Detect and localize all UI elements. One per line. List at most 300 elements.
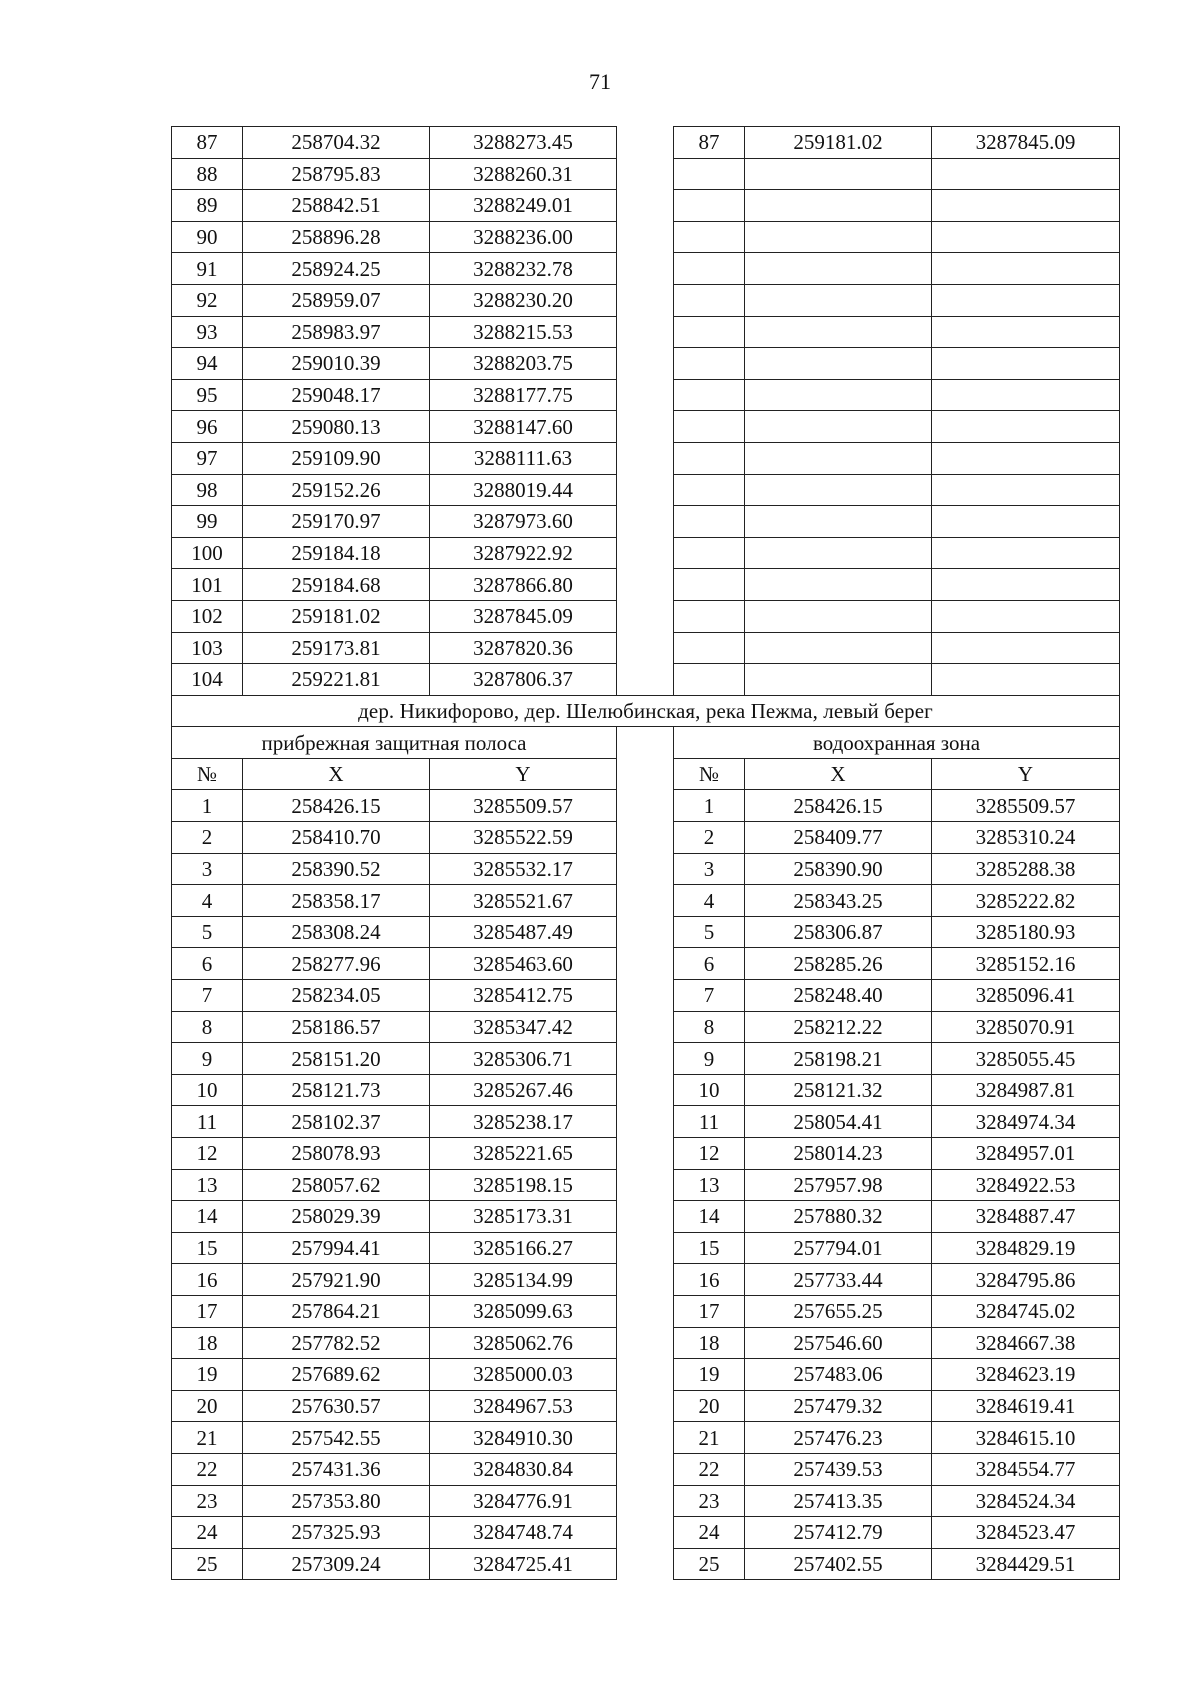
col-header-number-right: № [674,758,745,790]
y-coordinate-right [932,316,1120,348]
y-coordinate-right: 3284523.47 [932,1517,1120,1549]
column-gap [617,284,674,316]
point-number-right: 20 [674,1390,745,1422]
point-number-right [674,474,745,506]
coastal-strip-header: прибрежная защитная полоса [172,727,617,759]
x-coordinate: 258410.70 [243,822,430,854]
y-coordinate-right [932,474,1120,506]
point-number-right [674,569,745,601]
y-coordinate-right: 3284887.47 [932,1201,1120,1233]
x-coordinate-right: 258343.25 [745,885,932,917]
x-coordinate-right: 258306.87 [745,916,932,948]
y-coordinate-right: 3284922.53 [932,1169,1120,1201]
y-coordinate-right [932,221,1120,253]
table-row [172,1232,1120,1264]
y-coordinate: 3285000.03 [430,1359,617,1391]
x-coordinate: 259173.81 [243,632,430,664]
table-row [172,316,1120,348]
y-coordinate: 3285166.27 [430,1232,617,1264]
y-coordinate-right [932,253,1120,285]
zone-header-row [172,727,1120,759]
table-row [172,664,1120,696]
y-coordinate: 3285412.75 [430,980,617,1012]
y-coordinate: 3287866.80 [430,569,617,601]
column-gap [617,1485,674,1517]
column-gap [617,632,674,664]
x-coordinate: 257994.41 [243,1232,430,1264]
x-coordinate: 259152.26 [243,474,430,506]
x-coordinate-right: 258390.90 [745,853,932,885]
point-number-right: 87 [674,127,745,159]
x-coordinate: 257542.55 [243,1422,430,1454]
x-coordinate-right: 258121.32 [745,1074,932,1106]
y-coordinate-right [932,632,1120,664]
x-coordinate-right [745,221,932,253]
x-coordinate: 258842.51 [243,190,430,222]
point-number: 6 [172,948,243,980]
table-row [172,1074,1120,1106]
y-coordinate-right: 3284667.38 [932,1327,1120,1359]
x-coordinate-right [745,253,932,285]
column-gap [617,1106,674,1138]
table-row [172,253,1120,285]
y-coordinate-right [932,506,1120,538]
x-coordinate-right [745,411,932,443]
column-gap [617,537,674,569]
point-number-right: 13 [674,1169,745,1201]
point-number: 3 [172,853,243,885]
point-number: 16 [172,1264,243,1296]
y-coordinate: 3284776.91 [430,1485,617,1517]
y-coordinate-right: 3285222.82 [932,885,1120,917]
x-coordinate-right [745,664,932,696]
x-coordinate-right: 258248.40 [745,980,932,1012]
table-row [172,411,1120,443]
x-coordinate-right: 257412.79 [745,1517,932,1549]
column-gap [617,1264,674,1296]
y-coordinate-right: 3285288.38 [932,853,1120,885]
table-row [172,1359,1120,1391]
point-number-right: 12 [674,1138,745,1170]
column-gap [617,600,674,632]
point-number: 9 [172,1043,243,1075]
y-coordinate: 3288260.31 [430,158,617,190]
point-number: 19 [172,1359,243,1391]
point-number-right: 25 [674,1548,745,1580]
column-gap [617,948,674,980]
point-number: 1 [172,790,243,822]
section-title-row [172,695,1120,727]
x-coordinate: 257353.80 [243,1485,430,1517]
x-coordinate-right: 257546.60 [745,1327,932,1359]
y-coordinate: 3288177.75 [430,379,617,411]
point-number: 4 [172,885,243,917]
column-gap [617,316,674,348]
point-number-right: 7 [674,980,745,1012]
point-number: 94 [172,348,243,380]
y-coordinate: 3288230.20 [430,284,617,316]
y-coordinate-right [932,600,1120,632]
column-gap [617,1453,674,1485]
point-number: 99 [172,506,243,538]
y-coordinate-right: 3284429.51 [932,1548,1120,1580]
point-number-right [674,158,745,190]
point-number-right: 15 [674,1232,745,1264]
y-coordinate-right: 3284623.19 [932,1359,1120,1391]
point-number-right [674,190,745,222]
x-coordinate-right: 258198.21 [745,1043,932,1075]
y-coordinate: 3288232.78 [430,253,617,285]
point-number: 96 [172,411,243,443]
col-header-number: № [172,758,243,790]
point-number-right: 3 [674,853,745,885]
point-number: 20 [172,1390,243,1422]
y-coordinate: 3288215.53 [430,316,617,348]
point-number: 97 [172,442,243,474]
table-row [172,1548,1120,1580]
point-number-right [674,316,745,348]
point-number-right: 11 [674,1106,745,1138]
column-gap [617,664,674,696]
x-coordinate: 258308.24 [243,916,430,948]
x-coordinate: 258983.97 [243,316,430,348]
point-number: 24 [172,1517,243,1549]
x-coordinate-right: 257655.25 [745,1295,932,1327]
y-coordinate: 3285267.46 [430,1074,617,1106]
y-coordinate-right: 3285180.93 [932,916,1120,948]
x-coordinate: 259181.02 [243,600,430,632]
column-gap [617,980,674,1012]
point-number: 104 [172,664,243,696]
x-coordinate-right: 258409.77 [745,822,932,854]
point-number-right: 16 [674,1264,745,1296]
x-coordinate: 258358.17 [243,885,430,917]
x-coordinate: 258057.62 [243,1169,430,1201]
point-number: 88 [172,158,243,190]
y-coordinate: 3288273.45 [430,127,617,159]
point-number: 14 [172,1201,243,1233]
x-coordinate: 259109.90 [243,442,430,474]
x-coordinate-right [745,348,932,380]
x-coordinate-right [745,284,932,316]
point-number-right [674,506,745,538]
x-coordinate: 257864.21 [243,1295,430,1327]
x-coordinate-right: 257479.32 [745,1390,932,1422]
point-number: 100 [172,537,243,569]
column-gap [617,474,674,506]
x-coordinate: 258186.57 [243,1011,430,1043]
y-coordinate-right: 3284554.77 [932,1453,1120,1485]
y-coordinate: 3287973.60 [430,506,617,538]
y-coordinate: 3285522.59 [430,822,617,854]
y-coordinate-right [932,379,1120,411]
y-coordinate: 3285487.49 [430,916,617,948]
x-coordinate-right [745,537,932,569]
y-coordinate: 3285099.63 [430,1295,617,1327]
y-coordinate: 3285509.57 [430,790,617,822]
point-number: 17 [172,1295,243,1327]
point-number: 10 [172,1074,243,1106]
y-coordinate: 3285521.67 [430,885,617,917]
table-row [172,822,1120,854]
x-coordinate: 258795.83 [243,158,430,190]
x-coordinate: 258426.15 [243,790,430,822]
col-header-x-right: X [745,758,932,790]
column-gap [617,411,674,443]
point-number-right [674,600,745,632]
x-coordinate-right [745,442,932,474]
col-header-x: X [243,758,430,790]
y-coordinate: 3284910.30 [430,1422,617,1454]
y-coordinate-right: 3284795.86 [932,1264,1120,1296]
point-number: 12 [172,1138,243,1170]
y-coordinate: 3288203.75 [430,348,617,380]
x-coordinate: 257689.62 [243,1359,430,1391]
column-gap [617,1232,674,1264]
y-coordinate-right: 3284957.01 [932,1138,1120,1170]
table-row [172,1106,1120,1138]
x-coordinate: 258704.32 [243,127,430,159]
water-protection-zone-header: водоохранная зона [674,727,1120,759]
y-coordinate: 3285221.65 [430,1138,617,1170]
y-coordinate: 3284725.41 [430,1548,617,1580]
table-row [172,537,1120,569]
point-number: 18 [172,1327,243,1359]
table-row [172,632,1120,664]
table-row [172,127,1120,159]
x-coordinate: 258959.07 [243,284,430,316]
x-coordinate: 258029.39 [243,1201,430,1233]
y-coordinate-right [932,411,1120,443]
x-coordinate: 259221.81 [243,664,430,696]
x-coordinate-right [745,190,932,222]
y-coordinate: 3285198.15 [430,1169,617,1201]
x-coordinate-right: 257794.01 [745,1232,932,1264]
x-coordinate-right: 258014.23 [745,1138,932,1170]
table-row [172,1295,1120,1327]
x-coordinate: 259184.18 [243,537,430,569]
table-row [172,1390,1120,1422]
x-coordinate: 258390.52 [243,853,430,885]
y-coordinate: 3284967.53 [430,1390,617,1422]
point-number-right: 9 [674,1043,745,1075]
column-gap [617,758,674,790]
x-coordinate-right: 259181.02 [745,127,932,159]
point-number-right: 17 [674,1295,745,1327]
point-number-right [674,348,745,380]
y-coordinate: 3288147.60 [430,411,617,443]
point-number: 15 [172,1232,243,1264]
column-gap [617,1327,674,1359]
table-row [172,1485,1120,1517]
y-coordinate-right: 3284619.41 [932,1390,1120,1422]
column-gap [617,822,674,854]
coordinates-table [171,126,1120,1580]
x-coordinate: 257630.57 [243,1390,430,1422]
y-coordinate-right: 3287845.09 [932,127,1120,159]
point-number-right: 2 [674,822,745,854]
table-row [172,1011,1120,1043]
table-row [172,1264,1120,1296]
point-number-right [674,284,745,316]
col-header-y: Y [430,758,617,790]
table-row [172,1169,1120,1201]
point-number-right [674,379,745,411]
column-gap [617,190,674,222]
table-row [172,1043,1120,1075]
y-coordinate-right: 3284987.81 [932,1074,1120,1106]
y-coordinate: 3284830.84 [430,1453,617,1485]
y-coordinate-right: 3285070.91 [932,1011,1120,1043]
section-rows [172,790,1120,1580]
x-coordinate: 259080.13 [243,411,430,443]
point-number-right: 10 [674,1074,745,1106]
y-coordinate-right [932,284,1120,316]
x-coordinate: 258277.96 [243,948,430,980]
column-gap [617,1043,674,1075]
y-coordinate-right: 3284524.34 [932,1485,1120,1517]
y-coordinate: 3285238.17 [430,1106,617,1138]
x-coordinate: 258234.05 [243,980,430,1012]
x-coordinate-right [745,316,932,348]
point-number: 7 [172,980,243,1012]
table-row [172,474,1120,506]
table-row [172,158,1120,190]
table-row [172,1327,1120,1359]
point-number: 101 [172,569,243,601]
y-coordinate-right: 3285096.41 [932,980,1120,1012]
column-gap [617,853,674,885]
page-number: 71 [589,69,611,94]
point-number: 23 [172,1485,243,1517]
column-gap [617,253,674,285]
y-coordinate: 3288236.00 [430,221,617,253]
column-gap [617,127,674,159]
column-gap [617,916,674,948]
point-number: 2 [172,822,243,854]
point-number: 8 [172,1011,243,1043]
point-number-right: 8 [674,1011,745,1043]
column-gap [617,506,674,538]
y-coordinate: 3287806.37 [430,664,617,696]
column-gap [617,1011,674,1043]
y-coordinate-right: 3285509.57 [932,790,1120,822]
x-coordinate-right: 258426.15 [745,790,932,822]
point-number-right: 6 [674,948,745,980]
x-coordinate: 257325.93 [243,1517,430,1549]
point-number: 89 [172,190,243,222]
x-coordinate: 259010.39 [243,348,430,380]
point-number-right: 18 [674,1327,745,1359]
table-row [172,948,1120,980]
table-row [172,980,1120,1012]
table-row [172,506,1120,538]
section-title: дер. Никифорово, дер. Шелюбинская, река Пежма, левый берег [172,695,1120,727]
point-number: 13 [172,1169,243,1201]
x-coordinate: 259048.17 [243,379,430,411]
point-number-right: 23 [674,1485,745,1517]
x-coordinate: 259170.97 [243,506,430,538]
column-gap [617,348,674,380]
column-gap [617,1548,674,1580]
y-coordinate: 3287820.36 [430,632,617,664]
y-coordinate: 3288111.63 [430,442,617,474]
x-coordinate: 258102.37 [243,1106,430,1138]
x-coordinate-right [745,506,932,538]
y-coordinate: 3287922.92 [430,537,617,569]
x-coordinate-right: 257483.06 [745,1359,932,1391]
column-gap [617,1295,674,1327]
x-coordinate-right [745,569,932,601]
x-coordinate: 258121.73 [243,1074,430,1106]
column-gap [617,1359,674,1391]
y-coordinate: 3285347.42 [430,1011,617,1043]
point-number: 11 [172,1106,243,1138]
y-coordinate-right: 3284829.19 [932,1232,1120,1264]
table-row [172,1453,1120,1485]
point-number: 103 [172,632,243,664]
point-number: 102 [172,600,243,632]
table-row [172,885,1120,917]
column-gap [617,1422,674,1454]
y-coordinate-right: 3284974.34 [932,1106,1120,1138]
table-row [172,853,1120,885]
table-row [172,442,1120,474]
x-coordinate: 258896.28 [243,221,430,253]
column-header-row [172,758,1120,790]
point-number-right: 24 [674,1517,745,1549]
x-coordinate-right: 257413.35 [745,1485,932,1517]
x-coordinate: 257921.90 [243,1264,430,1296]
x-coordinate: 258078.93 [243,1138,430,1170]
x-coordinate: 257431.36 [243,1453,430,1485]
x-coordinate: 257782.52 [243,1327,430,1359]
point-number: 21 [172,1422,243,1454]
point-number: 93 [172,316,243,348]
column-gap [617,1074,674,1106]
x-coordinate-right [745,474,932,506]
y-coordinate-right: 3284745.02 [932,1295,1120,1327]
y-coordinate-right [932,569,1120,601]
y-coordinate-right: 3284615.10 [932,1422,1120,1454]
point-number: 98 [172,474,243,506]
y-coordinate: 3288249.01 [430,190,617,222]
table-row [172,1201,1120,1233]
table-row [172,600,1120,632]
x-coordinate-right [745,600,932,632]
point-number-right [674,442,745,474]
column-gap [617,1169,674,1201]
y-coordinate: 3285463.60 [430,948,617,980]
y-coordinate-right [932,190,1120,222]
point-number-right: 22 [674,1453,745,1485]
column-gap [617,569,674,601]
table-row [172,790,1120,822]
section-header [172,695,1120,790]
x-coordinate-right: 257439.53 [745,1453,932,1485]
x-coordinate-right: 258212.22 [745,1011,932,1043]
point-number: 87 [172,127,243,159]
point-number-right: 1 [674,790,745,822]
x-coordinate: 258151.20 [243,1043,430,1075]
y-coordinate-right: 3285152.16 [932,948,1120,980]
x-coordinate: 257309.24 [243,1548,430,1580]
table-row [172,379,1120,411]
x-coordinate-right: 257880.32 [745,1201,932,1233]
column-gap [617,1138,674,1170]
point-number-right: 21 [674,1422,745,1454]
point-number-right [674,411,745,443]
